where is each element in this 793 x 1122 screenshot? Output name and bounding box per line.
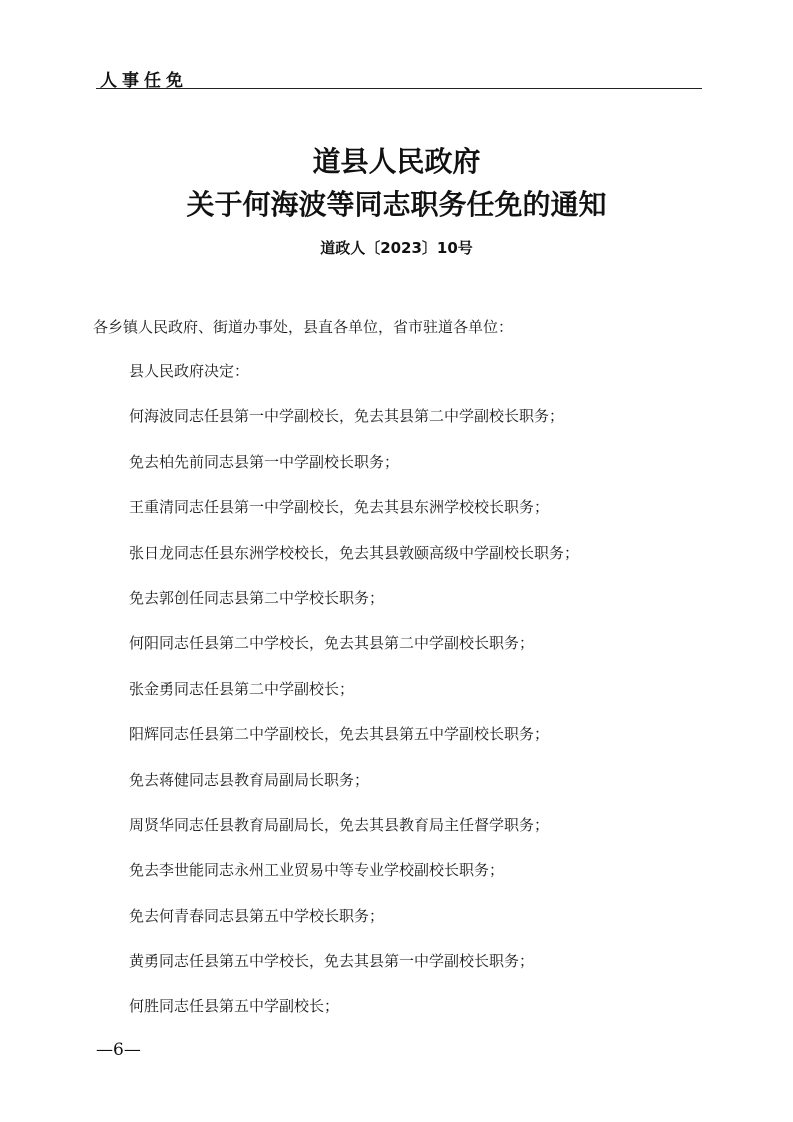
body-line: 何阳同志任县第二中学校长，免去其县第二中学副校长职务；: [129, 634, 535, 653]
document-title-line2: 关于何海波等同志职务任免的通知: [186, 188, 607, 221]
body-line: 王重清同志任县第一中学副校长，免去其县东洲学校校长职务；: [129, 498, 550, 517]
body-line: 周贤华同志任县教育局副局长，免去其县教育局主任督学职务；: [129, 815, 550, 834]
document-title-line1: 道县人民政府: [312, 145, 481, 178]
body-line: 何胜同志任县第五中学副校长；: [129, 997, 340, 1016]
body-line: 县人民政府决定：: [129, 362, 250, 380]
section-header-label: 人事任免: [100, 71, 188, 91]
header-divider: [96, 88, 702, 89]
body-line: 免去郭创任同志县第二中学校长职务；: [129, 588, 385, 607]
page-number: —6—: [96, 1040, 141, 1060]
body-line: 张金勇同志任县第二中学副校长；: [129, 679, 355, 698]
appointment-list: [129, 361, 579, 1042]
recipients-line: 各乡镇人民政府、街道办事处，县直各单位，省市驻道各单位：: [93, 318, 514, 336]
body-line: 黄勇同志任县第五中学校长，免去其县第一中学副校长职务；: [129, 952, 535, 971]
body-line: 免去蒋健同志县教育局副局长职务；: [129, 770, 370, 789]
body-line: 免去何青春同志县第五中学校长职务；: [129, 906, 385, 925]
body-line: 免去柏先前同志县第一中学副校长职务；: [129, 452, 400, 471]
body-line: 阳辉同志任县第二中学副校长，免去其县第五中学副校长职务；: [129, 725, 550, 744]
document-number: 道政人〔2023〕10号: [320, 239, 473, 257]
body-line: 免去李世能同志永州工业贸易中等专业学校副校长职务；: [129, 861, 505, 880]
body-line: 何海波同志任县第一中学副校长，免去其县第二中学副校长职务；: [129, 407, 565, 426]
body-line: 张日龙同志任县东洲学校校长，免去其县敦颐高级中学副校长职务；: [129, 543, 580, 562]
